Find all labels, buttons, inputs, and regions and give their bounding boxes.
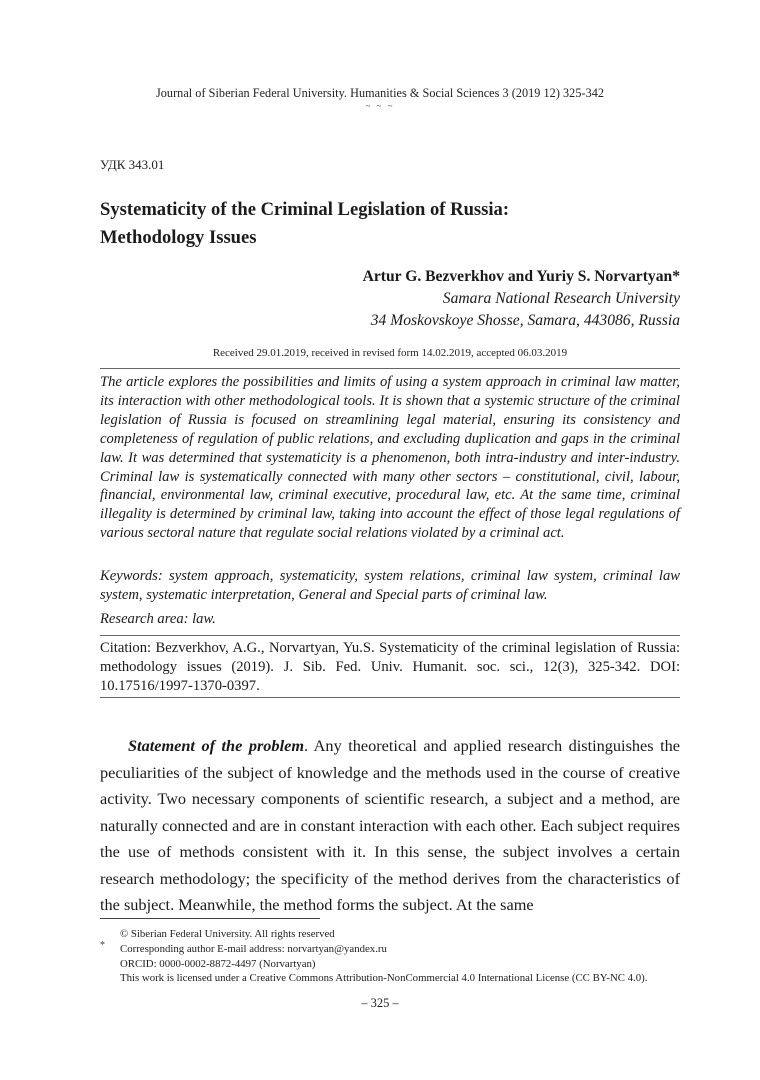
received-dates: Received 29.01.2019, received in revised form 14.02.2019, accepted 06.03.2019 [212,347,568,359]
keywords: Keywords: system approach, systematicity, system relations, criminal law system, criminal law system, systematic interpretation, General and Special parts of criminal law. [100,568,680,603]
body-text: . Any theoretical and applied research distinguishes the peculiarities of the subject of knowledge and the methods used in the course of creative activity. Two necessary components of scientific research, a subject and a method, are naturally connected and are in constant interaction with each other. Each subject requires the use of methods consistent with it. In this sense, the subject involves a certain research methodology; the specificity of the method derives from the characteristics of the subject. Meanwhile, the method forms the subject. At the same [100,736,681,914]
journal-header: Journal of Siberian Federal University. Humanities & Social Sciences 3 (2019 12) 325-342 [155,86,605,100]
copyright-line: © Siberian Federal University. All rights reserved [120,928,335,940]
header-ornament: ~ ~ ~ [365,101,395,111]
article-title [100,196,680,252]
citation-bottom-rule [100,697,680,698]
udk-code: УДК 343.01 [100,157,165,172]
title-line-2: Methodology Issues [100,227,257,248]
citation: Citation: Bezverkhov, A.G., Norvartyan, Yu.S. Systematicity of the criminal legislation of Russia: methodology issues (2019). J. Sib. Fed. Univ. Humanit. soc. sci., 12(3), 325-342. DOI: 10.17516/1997-1370-0397. [100,640,680,694]
license-line: This work is licensed under a Creative Commons Attribution-NonCommercial 4.0 International License (CC BY-NC 4.0). [120,972,648,985]
footnote-rule [100,918,320,919]
author-block [180,266,680,332]
author-names: Artur G. Bezverkhov and Yuriy S. Norvartyan* [362,268,680,285]
research-area: Research area: law. [100,611,216,627]
title-line-1: Systematicity of the Criminal Legislation of Russia: [100,199,510,220]
body-paragraph [100,733,680,919]
abstract-top-rule [100,368,680,369]
address: 34 Moskovskoye Shosse, Samara, 443086, Russia [370,312,680,329]
section-heading: Statement of the problem [128,736,304,755]
citation-top-rule [100,635,680,636]
page-number: – 325 – [361,996,399,1010]
corresponding-author-line: Corresponding author E-mail address: norvartyan@yandex.ru [120,942,387,955]
orcid-line: ORCID: 0000-0002-8872-4497 (Norvartyan) [120,957,316,970]
affiliation: Samara National Research University [442,290,680,307]
footnote-star: * [100,940,105,951]
footnotes [120,927,700,986]
abstract: The article explores the possibilities and limits of using a system approach in criminal law matter, its interaction with other methodological tools. It is shown that a systemic structure of the criminal legislation of Russia is focused on streamlining legal material, ensuring its consistency and completeness of regulation of public relations, and excluding duplication and gaps in the criminal law. It was determined that systematicity is a phenomenon, both intra-industry and inter-industry. Criminal law is systematically connected with many other sectors – constitutional, civil, labour, financial, environmental law, criminal executive, procedural law, etc. At the same time, criminal illegality is determined by criminal law, taking into account the effect of those legal regulations of various sectoral nature that regulate social relations violated by a criminal act. [100,374,680,542]
